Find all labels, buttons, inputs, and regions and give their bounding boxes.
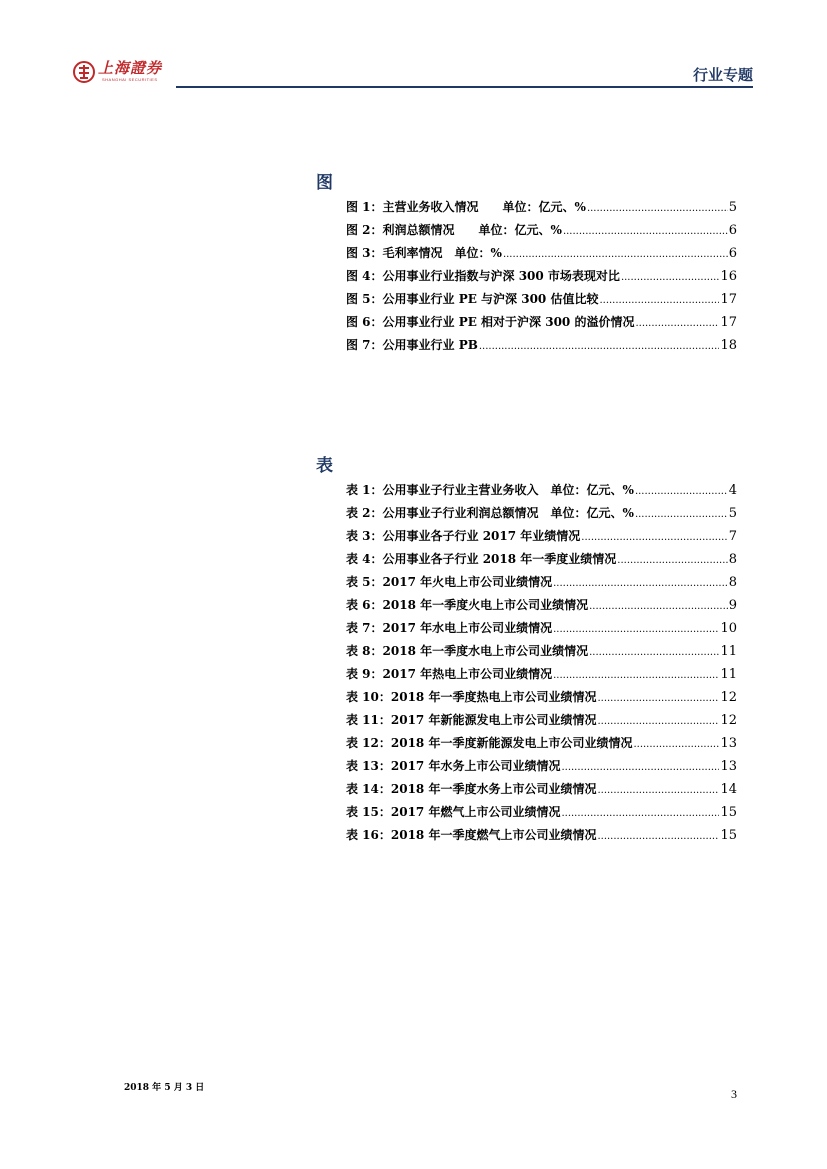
dot-leader <box>553 670 719 681</box>
figure-toc-entry[interactable] <box>346 198 737 221</box>
figure-toc-entry[interactable] <box>346 290 737 313</box>
toc-page-number: 8 <box>728 575 737 590</box>
dot-leader <box>581 532 727 543</box>
dot-leader <box>617 555 727 566</box>
toc-entry-label: 表 16：2018 年一季度燃气上市公司业绩情况 <box>346 828 597 842</box>
table-toc-entry[interactable] <box>346 619 737 642</box>
toc-page-number: 10 <box>720 621 737 636</box>
dot-leader <box>635 486 728 497</box>
toc-page-number: 12 <box>720 713 737 728</box>
toc-entry-label: 表 4：公用事业各子行业 2018 年一季度业绩情况 <box>346 552 617 566</box>
table-toc-entry[interactable] <box>346 550 737 573</box>
toc-page-number: 11 <box>720 644 737 659</box>
figure-toc-entry[interactable] <box>346 336 737 359</box>
toc-page-number: 12 <box>720 690 737 705</box>
figure-toc-entry[interactable] <box>346 313 737 336</box>
dot-leader <box>635 318 719 329</box>
figure-list <box>346 198 737 359</box>
toc-entry-label: 表 6：2018 年一季度火电上市公司业绩情况 <box>346 598 589 612</box>
dot-leader <box>633 739 719 750</box>
table-toc-entry[interactable] <box>346 780 737 803</box>
toc-page-number: 17 <box>720 315 737 330</box>
figure-toc-entry[interactable] <box>346 267 737 290</box>
page-number: 3 <box>731 1087 737 1101</box>
dot-leader <box>503 249 728 260</box>
toc-entry-label: 图 6：公用事业行业 PE 相对于沪深 300 的溢价情况 <box>346 315 635 329</box>
toc-page-number: 13 <box>720 759 737 774</box>
page-header <box>72 56 753 88</box>
table-toc-entry[interactable] <box>346 573 737 596</box>
toc-entry-label: 表 10：2018 年一季度热电上市公司业绩情况 <box>346 690 597 704</box>
toc-entry-label: 图 3：毛利率情况 单位：% <box>346 246 502 260</box>
header-divider <box>176 86 753 88</box>
dot-leader <box>597 716 719 727</box>
table-toc-entry[interactable] <box>346 734 737 757</box>
toc-entry-label: 表 7：2017 年水电上市公司业绩情况 <box>346 621 553 635</box>
toc-entry-label: 图 2：利润总额情况 单位：亿元、% <box>346 223 562 237</box>
table-toc-entry[interactable] <box>346 665 737 688</box>
toc-entry-label: 图 7：公用事业行业 PB <box>346 338 478 352</box>
toc-entry-label: 表 14：2018 年一季度水务上市公司业绩情况 <box>346 782 597 796</box>
table-toc-entry[interactable] <box>346 711 737 734</box>
toc-entry-label: 表 3：公用事业各子行业 2017 年业绩情况 <box>346 529 581 543</box>
tables-heading: 表 <box>316 456 333 476</box>
toc-page-number: 13 <box>720 736 737 751</box>
toc-page-number: 15 <box>720 805 737 820</box>
toc-entry-label: 表 15：2017 年燃气上市公司业绩情况 <box>346 805 561 819</box>
toc-entry-label: 表 5：2017 年火电上市公司业绩情况 <box>346 575 553 589</box>
toc-page-number: 16 <box>720 269 737 284</box>
dot-leader <box>561 808 719 819</box>
dot-leader <box>561 762 719 773</box>
toc-page-number: 11 <box>720 667 737 682</box>
report-date: 2018 年 5 月 3 日 <box>124 1083 205 1093</box>
toc-page-number: 4 <box>728 483 737 498</box>
toc-entry-label: 表 1：公用事业子行业主营业务收入 单位：亿元、% <box>346 483 634 497</box>
toc-page-number: 18 <box>720 338 737 353</box>
dot-leader <box>621 272 720 283</box>
toc-entry-label: 表 9：2017 年热电上市公司业绩情况 <box>346 667 553 681</box>
table-toc-entry[interactable] <box>346 757 737 780</box>
toc-page-number: 5 <box>728 506 737 521</box>
dot-leader <box>479 341 720 352</box>
dot-leader <box>597 693 719 704</box>
toc-page-number: 7 <box>728 529 737 544</box>
table-toc-entry[interactable] <box>346 642 737 665</box>
logo-english-text: SHANGHAI SECURITIES <box>102 77 158 82</box>
toc-page-number: 5 <box>728 200 737 215</box>
toc-page-number: 6 <box>728 223 737 238</box>
table-toc-entry[interactable] <box>346 688 737 711</box>
logo-chinese-text: 上海證券 <box>98 59 163 77</box>
toc-entry-label: 表 12：2018 年一季度新能源发电上市公司业绩情况 <box>346 736 633 750</box>
dot-leader <box>563 226 728 237</box>
toc-page-number: 14 <box>720 782 737 797</box>
table-toc-entry[interactable] <box>346 527 737 550</box>
dot-leader <box>553 578 728 589</box>
dot-leader <box>553 624 719 635</box>
dot-leader <box>589 601 728 612</box>
table-toc-entry[interactable] <box>346 504 737 527</box>
toc-entry-label: 图 5：公用事业行业 PE 与沪深 300 估值比较 <box>346 292 599 306</box>
toc-entry-label: 表 11：2017 年新能源发电上市公司业绩情况 <box>346 713 597 727</box>
dot-leader <box>599 295 719 306</box>
table-toc-entry[interactable] <box>346 481 737 504</box>
figure-toc-entry[interactable] <box>346 221 737 244</box>
toc-entry-label: 表 8：2018 年一季度水电上市公司业绩情况 <box>346 644 589 658</box>
toc-page-number: 15 <box>720 828 737 843</box>
figures-heading: 图 <box>316 173 333 193</box>
table-list <box>346 481 737 849</box>
toc-entry-label: 图 4：公用事业行业指数与沪深 300 市场表现对比 <box>346 269 620 283</box>
report-category: 行业专题 <box>692 66 753 84</box>
table-toc-entry[interactable] <box>346 826 737 849</box>
toc-page-number: 8 <box>728 552 737 567</box>
toc-entry-label: 表 13：2017 年水务上市公司业绩情况 <box>346 759 561 773</box>
toc-entry-label: 图 1：主营业务收入情况 单位：亿元、% <box>346 200 586 214</box>
table-toc-entry[interactable] <box>346 596 737 619</box>
figure-toc-entry[interactable] <box>346 244 737 267</box>
dot-leader <box>597 831 719 842</box>
toc-page-number: 6 <box>728 246 737 261</box>
dot-leader <box>597 785 719 796</box>
toc-entry-label: 表 2：公用事业子行业利润总额情况 单位：亿元、% <box>346 506 634 520</box>
logo-mark-icon <box>72 60 96 84</box>
dot-leader <box>635 509 728 520</box>
toc-page-number: 17 <box>720 292 737 307</box>
dot-leader <box>589 647 719 658</box>
dot-leader <box>587 203 728 214</box>
company-logo <box>72 60 162 88</box>
toc-page-number: 9 <box>728 598 737 613</box>
table-toc-entry[interactable] <box>346 803 737 826</box>
